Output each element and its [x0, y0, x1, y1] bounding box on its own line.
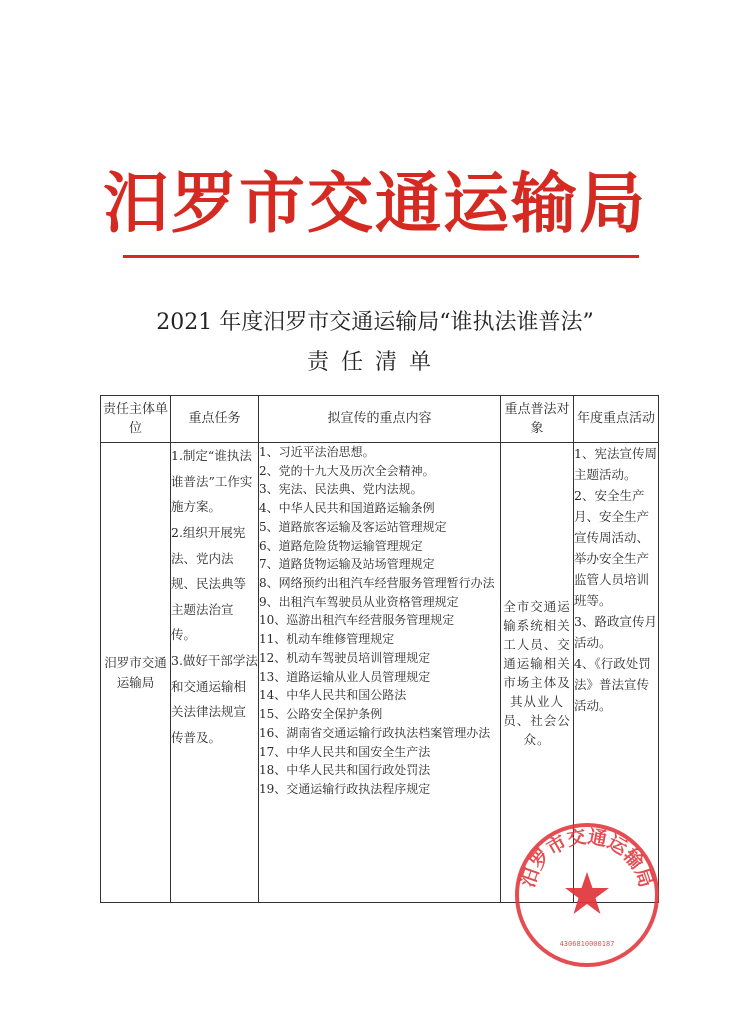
content-item: 9、出租汽车驾驶员从业资格管理规定	[259, 594, 459, 609]
content-item: 17、中华人民共和国安全生产法	[259, 744, 431, 759]
seal-number: 4306810000187	[559, 940, 615, 948]
content-item: 6、道路危险货物运输管理规定	[259, 538, 423, 553]
content-item: 10、巡游出租汽车经营服务管理规定	[259, 613, 455, 628]
publicity-content-cell	[259, 443, 501, 903]
content-item: 3、宪法、民法典、党内法规。	[259, 482, 423, 497]
letterhead-red-rule	[123, 255, 639, 258]
content-item: 18、中华人民共和国行政处罚法	[259, 763, 431, 778]
key-task-item: 2.组织开展宪法、党内法规、民法典等主题法治宣传。	[171, 524, 247, 643]
content-item: 1、习近平法治思想。	[259, 445, 375, 459]
key-audience-cell: 全市交通运输系统相关工人员、交通运输相关市场主体及其从业人员、社会公众。	[501, 443, 574, 903]
content-item: 5、道路旅客运输及客运站管理规定	[259, 519, 447, 534]
content-item: 11、机动车维修管理规定	[259, 632, 395, 647]
content-item: 8、网络预约出租汽车经营服务管理暂行办法	[259, 576, 495, 591]
document-title: 2021 年度汨罗市交通运输局“谁执法谁普法”	[156, 310, 594, 335]
header-key-audience: 重点普法对象	[501, 396, 574, 443]
activity-item: 2、安全生产月、安全生产宣传周活动、举办安全生产监管人员培训班等。	[574, 488, 650, 608]
letterhead-org-name: 汨罗市交通运输局	[103, 164, 647, 242]
seal-org-text: 汨罗市交通运输局	[516, 825, 658, 891]
activity-item: 3、路政宣传月活动。	[574, 614, 657, 650]
seal-star-icon	[565, 872, 609, 914]
content-item: 13、道路运输从业人员管理规定	[259, 669, 431, 684]
key-tasks-cell	[171, 443, 259, 903]
header-key-tasks: 重点任务	[171, 396, 259, 443]
table-header-row	[101, 396, 659, 443]
content-item: 14、中华人民共和国公路法	[259, 688, 407, 703]
content-item: 16、湖南省交通运输行政执法档案管理办法	[259, 725, 491, 740]
key-task-item: 1.制定“谁执法谁普法”工作实施方案。	[171, 448, 253, 515]
document-subtitle: 责任清单	[306, 350, 443, 375]
responsible-unit-cell: 汨罗市交通运输局	[101, 443, 171, 903]
header-annual-activities: 年度重点活动	[574, 396, 659, 443]
content-item: 12、机动车驾驶员培训管理规定	[259, 650, 431, 665]
activity-item: 4、《行政处罚法》普法宣传活动。	[574, 656, 651, 713]
content-item: 2、党的十九大及历次全会精神。	[259, 463, 435, 478]
header-publicity-content: 拟宣传的重点内容	[259, 396, 501, 443]
official-seal	[514, 822, 660, 968]
activity-item: 1、宪法宣传周主题活动。	[574, 446, 657, 482]
header-responsible-unit: 责任主体单位	[101, 396, 171, 443]
content-item: 7、道路货物运输及站场管理规定	[259, 557, 435, 572]
content-item: 15、公路安全保护条例	[259, 707, 383, 722]
content-item: 4、中华人民共和国道路运输条例	[259, 501, 435, 516]
content-item: 19、交通运输行政执法程序规定	[259, 781, 431, 796]
key-task-item: 3.做好干部学法和交通运输相关法律法规宣传普及。	[171, 653, 258, 745]
